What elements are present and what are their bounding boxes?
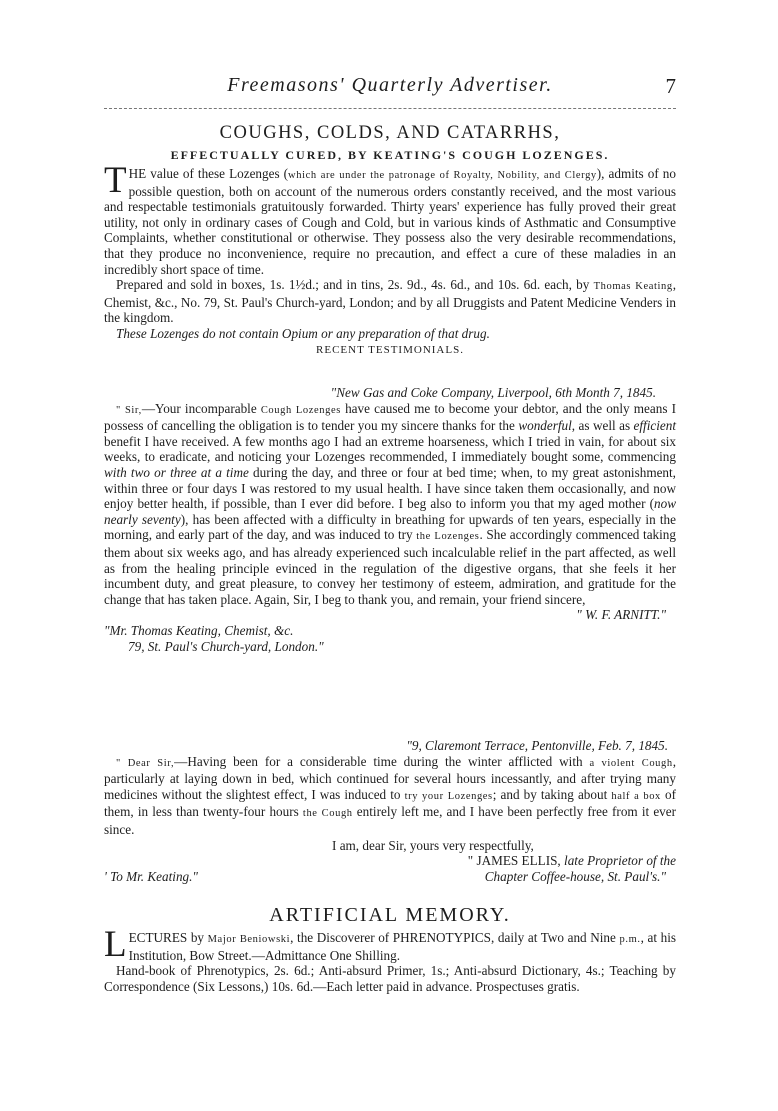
advertisement-body [104, 160, 676, 358]
lectures-paragraph: LECTURES by Major Beniowski, the Discoverer of PHRENOTYPICS, daily at Two and Nine p.m., at his Institution, Bow Street.—Admittance One Shilling. [104, 924, 676, 965]
intro-paragraph: THE value of these Lozenges (which are under the patronage of Royalty, Nobility, and Clergy), admits of no possible question, both on account of the numerous orders constantly received, and the most various and respectable testimonials gratuitously forwarded. Thirty years' experience has fully proved their great utility, not only in ordinary cases of Cough and Cold, but in various kinds of Asthmatic and Consumptive Complaints, whether constitutional or otherwise. They possess also the very desirable recommendations, that they produce no inconvenience, require no precaution, and effect a cure of these maladies in an incredibly short space of time. [104, 160, 676, 277]
page-number: 7 [665, 74, 676, 98]
drop-cap: L [104, 924, 127, 965]
testimonial-ellis [104, 738, 676, 884]
header-rule [104, 108, 676, 109]
proprietor-name: Thomas Keating [593, 281, 673, 293]
testimonial-closing: I am, dear Sir, yours very respectfully, [332, 837, 534, 853]
testimonial-text: " Dear Sir,—Having been for a considerable time during the winter afflicted with a violent Cough, particularly at laying down in bed, which continued for several hours incessantly, and after trying many medicines without the slightest effect, I was induced to try your Lozenges; and by taking about half a box of them, in less than twenty-four hours the Cough entirely left me, and I have been perfectly free from it ever since. [104, 753, 677, 837]
page-header [104, 74, 676, 104]
testimonial-address-line: 79, St. Paul's Church-yard, London." [128, 638, 324, 654]
article-subtitle: EFFECTUALLY CURED, BY KEATING'S COUGH LOZENGES. [170, 148, 610, 162]
testimonial-footer [104, 869, 676, 885]
article-title: COUGHS, COLDS, AND CATARRHS, [219, 123, 561, 143]
price-paragraph: Prepared and sold in boxes, 1s. 1½d.; and in tins, 2s. 9d., 4s. 6d., and 10s. 6d. each, by Thomas Keating, Chemist, &c., No. 79, St. Paul's Church-yard, London; and by all Druggists and Patent Medicine Venders in the kingdom. [104, 277, 676, 326]
artificial-memory-body [104, 924, 676, 994]
testimonial-signature: " W. F. ARNITT." [576, 607, 666, 623]
artificial-memory-title: ARTIFICIAL MEMORY. [269, 904, 511, 926]
testimonial-place: Chapter Coffee-house, St. Paul's." [484, 868, 666, 884]
testimonial-arnitt [104, 385, 676, 654]
drop-cap: T [104, 160, 127, 201]
opium-notice: These Lozenges do not contain Opium or any preparation of that drug. [116, 325, 490, 341]
testimonial-recipient: ' To Mr. Keating." [104, 868, 198, 884]
publications-paragraph: Hand-book of Phrenotypics, 2s. 6d.; Anti-absurd Primer, 1s.; Anti-absurd Dictionary, 4s.; Teaching by Correspondence (Six Lessons,) 10s. 6d.—Each letter paid in advance. Prospectuses gratis. [104, 963, 676, 994]
testimonial-dateline: "9, Claremont Terrace, Pentonville, Feb. 7, 1845. [406, 738, 668, 753]
patronage-text: which are under the patronage of Royalty, Nobility, and Clergy [288, 170, 597, 181]
lecturer-name: Major Beniowski [207, 934, 291, 945]
testimonials-heading: RECENT TESTIMONIALS. [316, 343, 464, 356]
testimonial-address-line: "Mr. Thomas Keating, Chemist, &c. [104, 622, 294, 638]
testimonial-dateline: "New Gas and Coke Company, Liverpool, 6th Month 7, 1845. [330, 385, 656, 400]
running-head: Freemasons' Quarterly Advertiser. [227, 74, 553, 96]
testimonial-text: " Sir,—Your incomparable Cough Lozenges have caused me to become your debtor, and the only means I possess of cancelling the obligation is to tender you my sincere thanks for the wonderful, as well as efficient benefit I have received. A few months ago I had an extreme hoarseness, which I tried in vain, for about six weeks, to eradicate, and noticing your Lozenges recommended, I immediately bought some, commencing with two or three at a time during the day, and three or four at bed time; when, to my great astonishment, within three or four days I was restored to my usual health. I have since taken them occasionally, and now enjoy better health, if possible, than I ever did before. I beg also to inform you that my aged mother (now nearly seventy), has been affected with a difficulty in breathing for upwards of ten years, especially in the morning, and early part of the day, and was induced to try the Lozenges. She accordingly commenced taking them about six weeks ago, and has already experienced such incalculable relief in the part affected, as well as from the healing principle evinced in the regulation of the digestive organs, that she feels it her incumbent duty, and great pleasure, to convey her testimony of esteem, admiration, and gratitude for the change that has taken place. Again, Sir, I beg to thank you, and remain, your friend sincere, [104, 400, 676, 607]
testimonial-signature: " JAMES ELLIS, late Proprietor of the [467, 853, 676, 869]
